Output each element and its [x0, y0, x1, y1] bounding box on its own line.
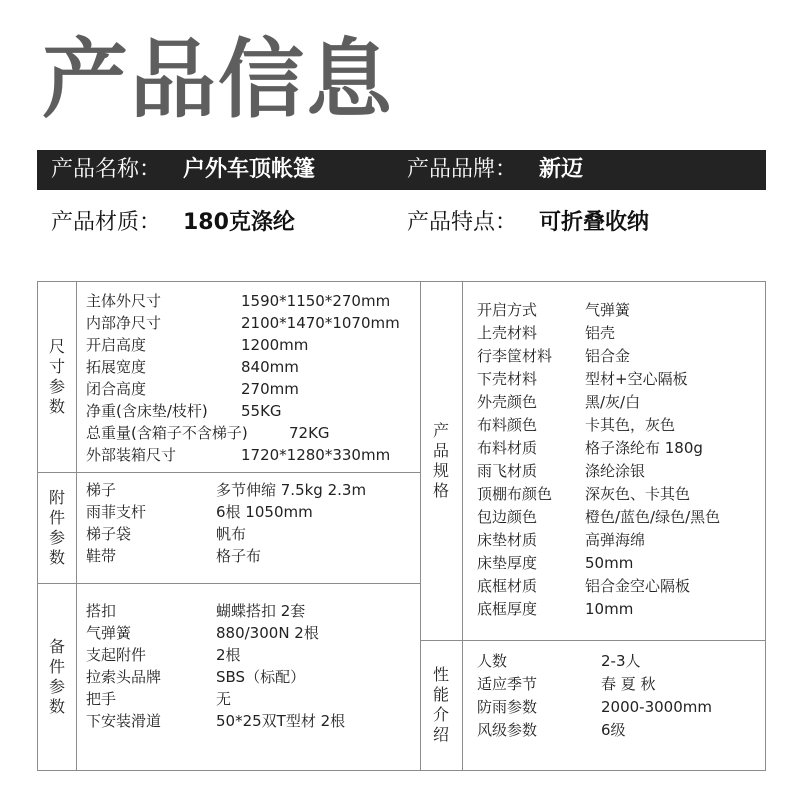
left-section-divider-1	[38, 472, 420, 473]
spec-value: 6级	[601, 721, 626, 739]
spec-name: 开启方式	[477, 301, 538, 319]
spec-value: 2100*1470*1070mm	[241, 314, 400, 332]
spec-name: 支起附件	[86, 646, 147, 664]
spec-name: 上壳材料	[477, 324, 538, 342]
section-label-0: 尺 寸 参 数	[48, 337, 65, 416]
spec-name: 搭扣	[86, 602, 117, 620]
spec-name: 床垫厚度	[477, 554, 538, 572]
left-section-divider-2	[38, 583, 420, 584]
product-material-value: 180克涤纶	[183, 210, 295, 235]
spec-value: 春 夏 秋	[601, 675, 656, 693]
spec-value: 橙色/蓝色/绿色/黑色	[585, 508, 721, 526]
spec-value: 2000-3000mm	[601, 698, 712, 716]
center-divider	[420, 282, 421, 770]
product-name-value: 户外车顶帐篷	[183, 157, 316, 182]
spec-value: 50*25双T型材 2根	[216, 712, 346, 730]
spec-name: 适应季节	[477, 675, 538, 693]
spec-value: 黑/灰/白	[585, 393, 641, 411]
product-info-row	[37, 203, 766, 243]
left-label-divider	[76, 282, 77, 770]
spec-name: 下安装滑道	[86, 712, 162, 730]
spec-name: 净重(含床垫/枝杆)	[86, 402, 208, 420]
spec-value: 72KG	[289, 424, 330, 442]
section-label-2: 备 件 参 数	[48, 637, 65, 716]
spec-value: 1200mm	[241, 336, 309, 354]
spec-name: 包边颜色	[477, 508, 538, 526]
spec-table	[37, 281, 766, 771]
section-label-1: 附 件 参 数	[48, 488, 65, 567]
spec-name: 主体外尺寸	[86, 292, 162, 310]
spec-name: 风级参数	[477, 721, 538, 739]
spec-value: 深灰色、卡其色	[585, 485, 691, 503]
spec-name: 布料材质	[477, 439, 538, 457]
spec-value: 铝合金	[585, 347, 631, 365]
spec-name: 梯子袋	[86, 525, 132, 543]
spec-value: 2根	[216, 646, 241, 664]
spec-value: 铝合金空心隔板	[585, 577, 691, 595]
spec-name: 拓展宽度	[86, 358, 147, 376]
spec-value: 2-3人	[601, 652, 641, 670]
spec-value: 涤纶涂银	[585, 462, 646, 480]
spec-name: 底框材质	[477, 577, 538, 595]
spec-name: 开启高度	[86, 336, 147, 354]
product-material-label: 产品材质：	[51, 210, 162, 235]
product-feature-label: 产品特点：	[407, 210, 518, 235]
product-name-label: 产品名称：	[51, 157, 162, 182]
spec-name: 床垫材质	[477, 531, 538, 549]
spec-value: 卡其色，灰色	[585, 416, 676, 434]
product-brand-value: 新迈	[539, 157, 584, 182]
spec-value: 10mm	[585, 600, 634, 618]
page-title: 产品信息	[42, 30, 394, 130]
spec-value: 1720*1280*330mm	[241, 446, 391, 464]
spec-name: 拉索头品牌	[86, 668, 162, 686]
spec-name: 雨飞材质	[477, 462, 538, 480]
spec-value: 气弹簧	[585, 301, 631, 319]
spec-value: 帆布	[216, 525, 247, 543]
spec-name: 总重量(含箱子不含梯子)	[86, 424, 248, 442]
spec-value: 6根 1050mm	[216, 503, 313, 521]
spec-name: 内部净尺寸	[86, 314, 162, 332]
spec-value: 型材+空心隔板	[585, 370, 688, 388]
spec-value: SBS（标配）	[216, 668, 306, 686]
spec-name: 鞋带	[86, 547, 117, 565]
spec-value: 多节伸缩 7.5kg 2.3m	[216, 481, 367, 499]
spec-name: 外部装箱尺寸	[86, 446, 177, 464]
spec-value: 50mm	[585, 554, 634, 572]
product-feature-value: 可折叠收纳	[539, 210, 650, 235]
spec-name: 防雨参数	[477, 698, 538, 716]
spec-name: 人数	[477, 652, 508, 670]
spec-name: 外壳颜色	[477, 393, 538, 411]
spec-name: 闭合高度	[86, 380, 147, 398]
spec-name: 顶棚布颜色	[477, 485, 553, 503]
right-section-divider	[420, 640, 765, 641]
spec-value: 铝壳	[585, 324, 616, 342]
right-section-label-1: 性 能 介 绍	[432, 665, 449, 744]
spec-name: 气弹簧	[86, 624, 132, 642]
spec-value: 蝴蝶搭扣 2套	[216, 602, 306, 620]
spec-value: 高弹海绵	[585, 531, 646, 549]
spec-name: 布料颜色	[477, 416, 538, 434]
spec-value: 无	[216, 690, 232, 708]
spec-name: 梯子	[86, 481, 117, 499]
spec-name: 把手	[86, 690, 117, 708]
spec-value: 880/300N 2根	[216, 624, 319, 642]
spec-value: 840mm	[241, 358, 299, 376]
spec-value: 55KG	[241, 402, 282, 420]
right-section-label-0: 产 品 规 格	[432, 421, 449, 500]
spec-value: 270mm	[241, 380, 299, 398]
spec-name: 雨菲支杆	[86, 503, 147, 521]
spec-value: 1590*1150*270mm	[241, 292, 391, 310]
right-label-divider	[462, 282, 463, 770]
spec-name: 底框厚度	[477, 600, 538, 618]
spec-name: 行李筐材料	[477, 347, 553, 365]
spec-value: 格子涤纶布 180g	[585, 439, 703, 457]
spec-name: 下壳材料	[477, 370, 538, 388]
product-header-bar	[37, 150, 766, 190]
spec-value: 格子布	[216, 547, 262, 565]
product-brand-label: 产品品牌：	[407, 157, 518, 182]
